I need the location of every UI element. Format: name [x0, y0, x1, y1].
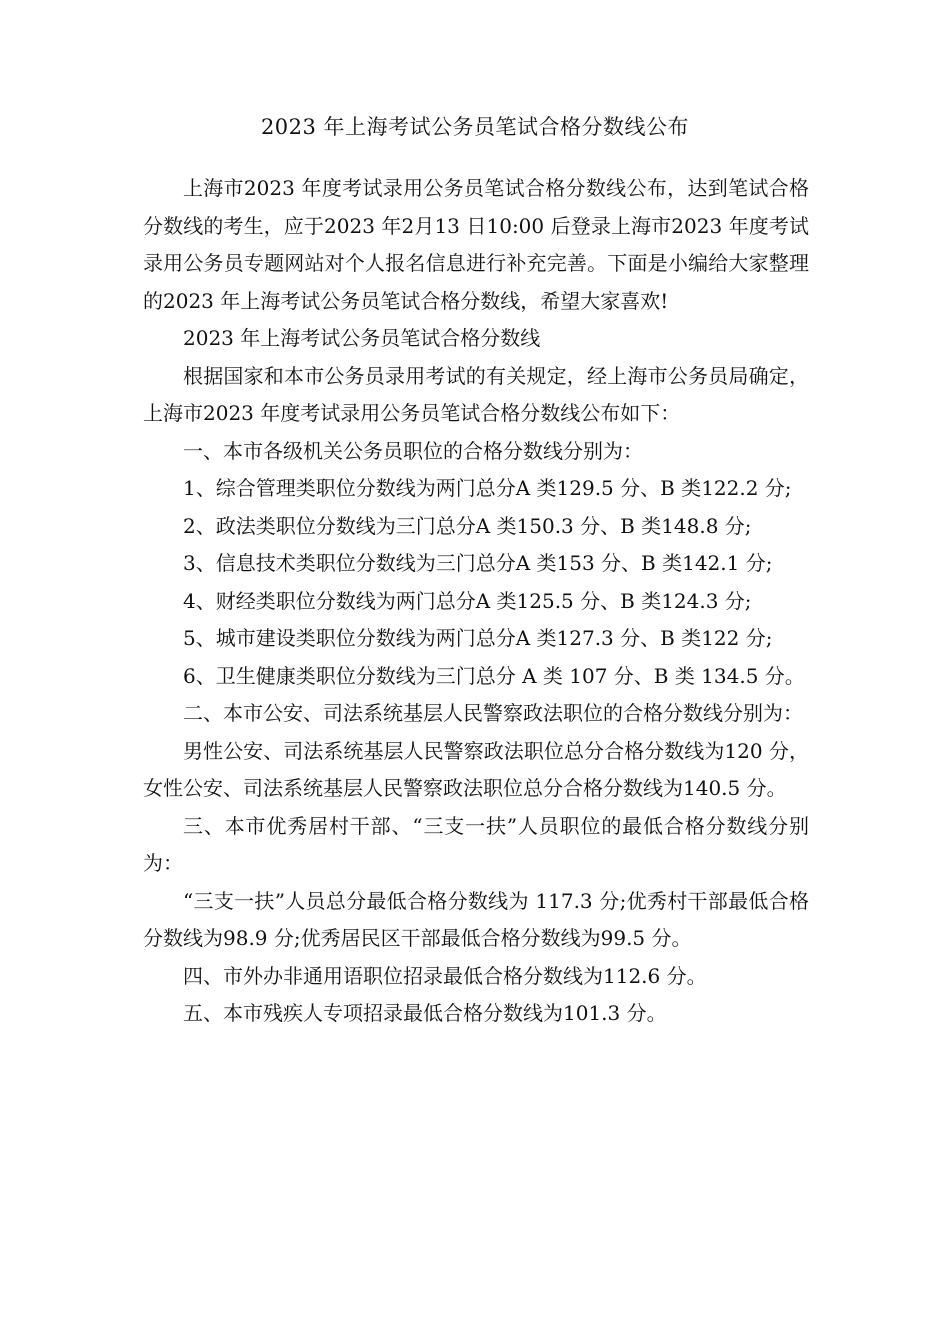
score-item-5: 5、城市建设类职位分数线为两门总分A 类127.3 分、B 类122 分;: [183, 626, 773, 650]
document-title: 2023 年上海考试公务员笔试合格分数线公布: [260, 115, 690, 139]
score-item-1: 1、综合管理类职位分数线为两门总分A 类129.5 分、B 类122.2 分;: [183, 476, 792, 500]
section-three-heading: 三、本市优秀居村干部、“三支一扶”人员职位的最低合格分数线分别为：: [143, 813, 809, 875]
regulation-paragraph: 根据国家和本市公务员录用考试的有关规定，经上海市公务员局确定，上海市2023 年度考试录用公务员笔试合格分数线公布如下：: [143, 363, 809, 425]
cadre-score-paragraph: “三支一扶”人员总分最低合格分数线为 117.3 分;优秀村干部最低合格分数线为98.9 分;优秀居民区干部最低合格分数线为99.5 分。: [143, 888, 809, 950]
section-heading: 2023 年上海考试公务员笔试合格分数线: [183, 326, 541, 350]
score-item-2: 2、政法类职位分数线为三门总分A 类150.3 分、B 类148.8 分;: [183, 513, 752, 538]
section-four-paragraph: 四、市外办非通用语职位招录最低合格分数线为112.6 分。: [183, 963, 707, 988]
section-one-heading: 一、本市各级机关公务员职位的合格分数线分别为：: [183, 438, 643, 463]
score-item-3: 3、信息技术类职位分数线为三门总分A 类153 分、B 类142.1 分;: [183, 551, 773, 575]
section-two-heading: 二、本市公安、司法系统基层人民警察政法职位的合格分数线分别为：: [183, 701, 803, 725]
section-five-paragraph: 五、本市残疾人专项招录最低合格分数线为101.3 分。: [183, 1001, 667, 1025]
document-body: [143, 170, 809, 1033]
police-score-paragraph: 男性公安、司法系统基层人民警察政法职位总分合格分数线为120 分，女性公安、司法系统基层人民警察政法职位总分合格分数线为140.5 分。: [143, 738, 809, 800]
intro-paragraph: 上海市2023 年度考试录用公务员笔试合格分数线公布，达到笔试合格分数线的考生，应于2023 年2月13 日10:00 后登录上海市2023 年度考试录用公务员专题网站对个人报名信息进行补充完善。下面是小编给大家整理的2023 年上海考试公务员笔试合格分数线，希望大家喜欢!: [143, 176, 809, 313]
score-item-6: 6、卫生健康类职位分数线为三门总分 A 类 107 分、B 类 134.5 分。: [183, 663, 805, 688]
score-item-4: 4、财经类职位分数线为两门总分A 类125.5 分、B 类124.3 分;: [183, 588, 752, 613]
